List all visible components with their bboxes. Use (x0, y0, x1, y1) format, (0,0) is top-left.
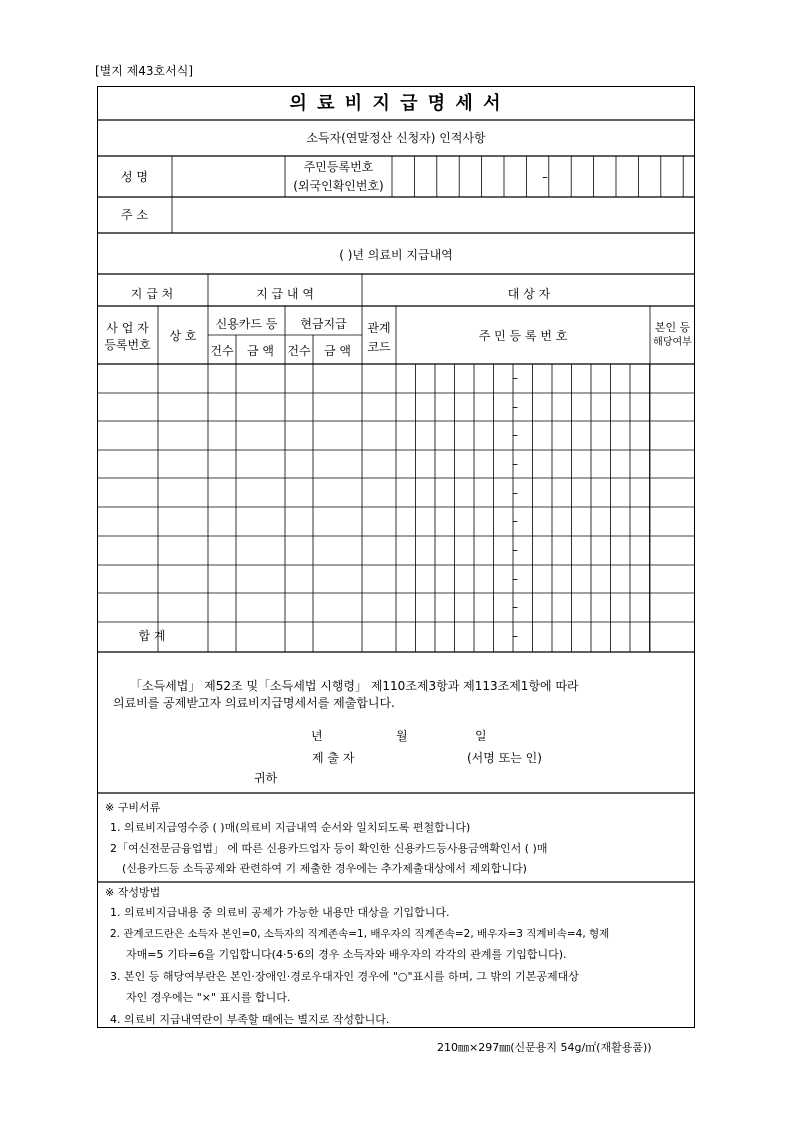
relation-header-2: 코드 (367, 340, 391, 354)
taxpayer-section-heading: 소득자(연말정산 신청자) 인적사항 (306, 131, 486, 145)
foreigner-no-label: (외국인확인번호) (293, 179, 384, 193)
statement-line-2: 의료비를 공제받고자 의료비지급명세서를 제출합니다. (113, 696, 395, 710)
documents-item-2-note: (신용카드등 소득공제와 관련하여 기 제출한 경우에는 추가제출대상에서 제외합니다) (122, 862, 527, 875)
form-title: 의 료 비 지 급 명 세 서 (289, 93, 503, 114)
payment-details-heading: ( )년 의료비 지급내역 (339, 248, 453, 262)
cash-count-header: 건수 (287, 344, 311, 358)
biz-no-header-2: 등록번호 (104, 338, 151, 352)
row-dash: – (512, 572, 518, 586)
instructions-heading: ※ 작성방법 (105, 886, 161, 899)
payment-details-header: 지 급 내 역 (256, 287, 314, 301)
row-dash: – (512, 457, 518, 471)
credit-card-header: 신용카드 등 (215, 317, 278, 331)
instructions-item-1: 1. 의료비지급내용 중 의료비 공제가 가능한 내용만 대상을 기입합니다. (110, 906, 450, 919)
submitter-label: 제 출 자 (312, 751, 355, 765)
company-header: 상 호 (169, 329, 197, 343)
documents-item-2: 2「여신전문금융업법」 에 따른 신용카드업자 등이 확인한 신용카드등사용금액확인서 ( )매 (110, 842, 548, 855)
instructions-item-3-cont: 자인 경우에는 "×" 표시를 합니다. (126, 991, 291, 1004)
date-month-label: 월 (396, 729, 408, 743)
row-dash: – (512, 600, 518, 614)
paper-spec-footer: 210㎜×297㎜(신문용지 54g/㎡(재활용품)) (437, 1041, 652, 1054)
card-amount-header: 금 액 (247, 344, 274, 358)
total-label: 합 계 (138, 629, 166, 643)
row-dash: – (512, 400, 518, 414)
row-dash: – (512, 514, 518, 528)
documents-heading: ※ 구비서류 (105, 801, 161, 814)
cash-header: 현금지급 (300, 317, 347, 331)
total-row-dash: – (512, 629, 518, 643)
date-day-label: 일 (475, 729, 487, 743)
resident-no-label: 주민등록번호 (303, 160, 374, 174)
payee-header: 지 급 처 (130, 287, 174, 301)
cash-amount-header: 금 액 (324, 344, 351, 358)
self-header-1: 본인 등 (654, 321, 691, 334)
row-dash: – (512, 371, 518, 385)
statement-line-1: 「소득세법」 제52조 및「소득세법 시행령」 제110조제3항과 제113조제1항에 따라 (130, 679, 579, 693)
date-year-label: 년 (311, 729, 323, 743)
relation-header-1: 관계 (367, 321, 391, 335)
recipient-header: 대 상 자 (507, 287, 551, 301)
row-dash: – (512, 428, 518, 442)
address-label: 주 소 (121, 208, 148, 222)
documents-item-1: 1. 의료비지급영수증 ( )매(의료비 지급내역 순서와 일치되도록 편철합니다) (110, 821, 471, 834)
biz-no-header-1: 사 업 자 (106, 321, 149, 335)
instructions-item-2-cont: 자매=5 기타=6을 기입합니다(4·5·6의 경우 소득자와 배우자의 각각의 관계를 기입합니다). (126, 948, 567, 961)
self-header-2: 해당여부 (653, 337, 692, 348)
instructions-item-2: 2. 관계코드란은 소득자 본인=0, 소득자의 직계존속=1, 배우자의 직계존속=2, 배우자=3 직계비속=4, 형제 (110, 928, 610, 940)
row-dash: – (512, 486, 518, 500)
card-count-header: 건수 (210, 344, 234, 358)
instructions-item-4: 4. 의료비 지급내역란이 부족할 때에는 별지로 작성합니다. (110, 1013, 390, 1026)
name-label: 성 명 (121, 170, 148, 184)
name-field[interactable] (173, 157, 285, 197)
recipient-resident-no-header: 주 민 등 록 번 호 (478, 329, 568, 343)
address-field[interactable] (173, 199, 693, 232)
recipient-office-label: 귀하 (254, 771, 278, 785)
form-label: [별지 제43호서식] (95, 64, 193, 78)
instructions-item-3: 3. 본인 등 해당여부란은 본인·장애인·경로우대자인 경우에 "○"표시를 하며, 그 밖의 기본공제대상 (110, 970, 579, 983)
signature-label: (서명 또는 인) (467, 751, 542, 765)
row-dash: – (512, 543, 518, 557)
resident-no-dash: – (542, 170, 548, 184)
